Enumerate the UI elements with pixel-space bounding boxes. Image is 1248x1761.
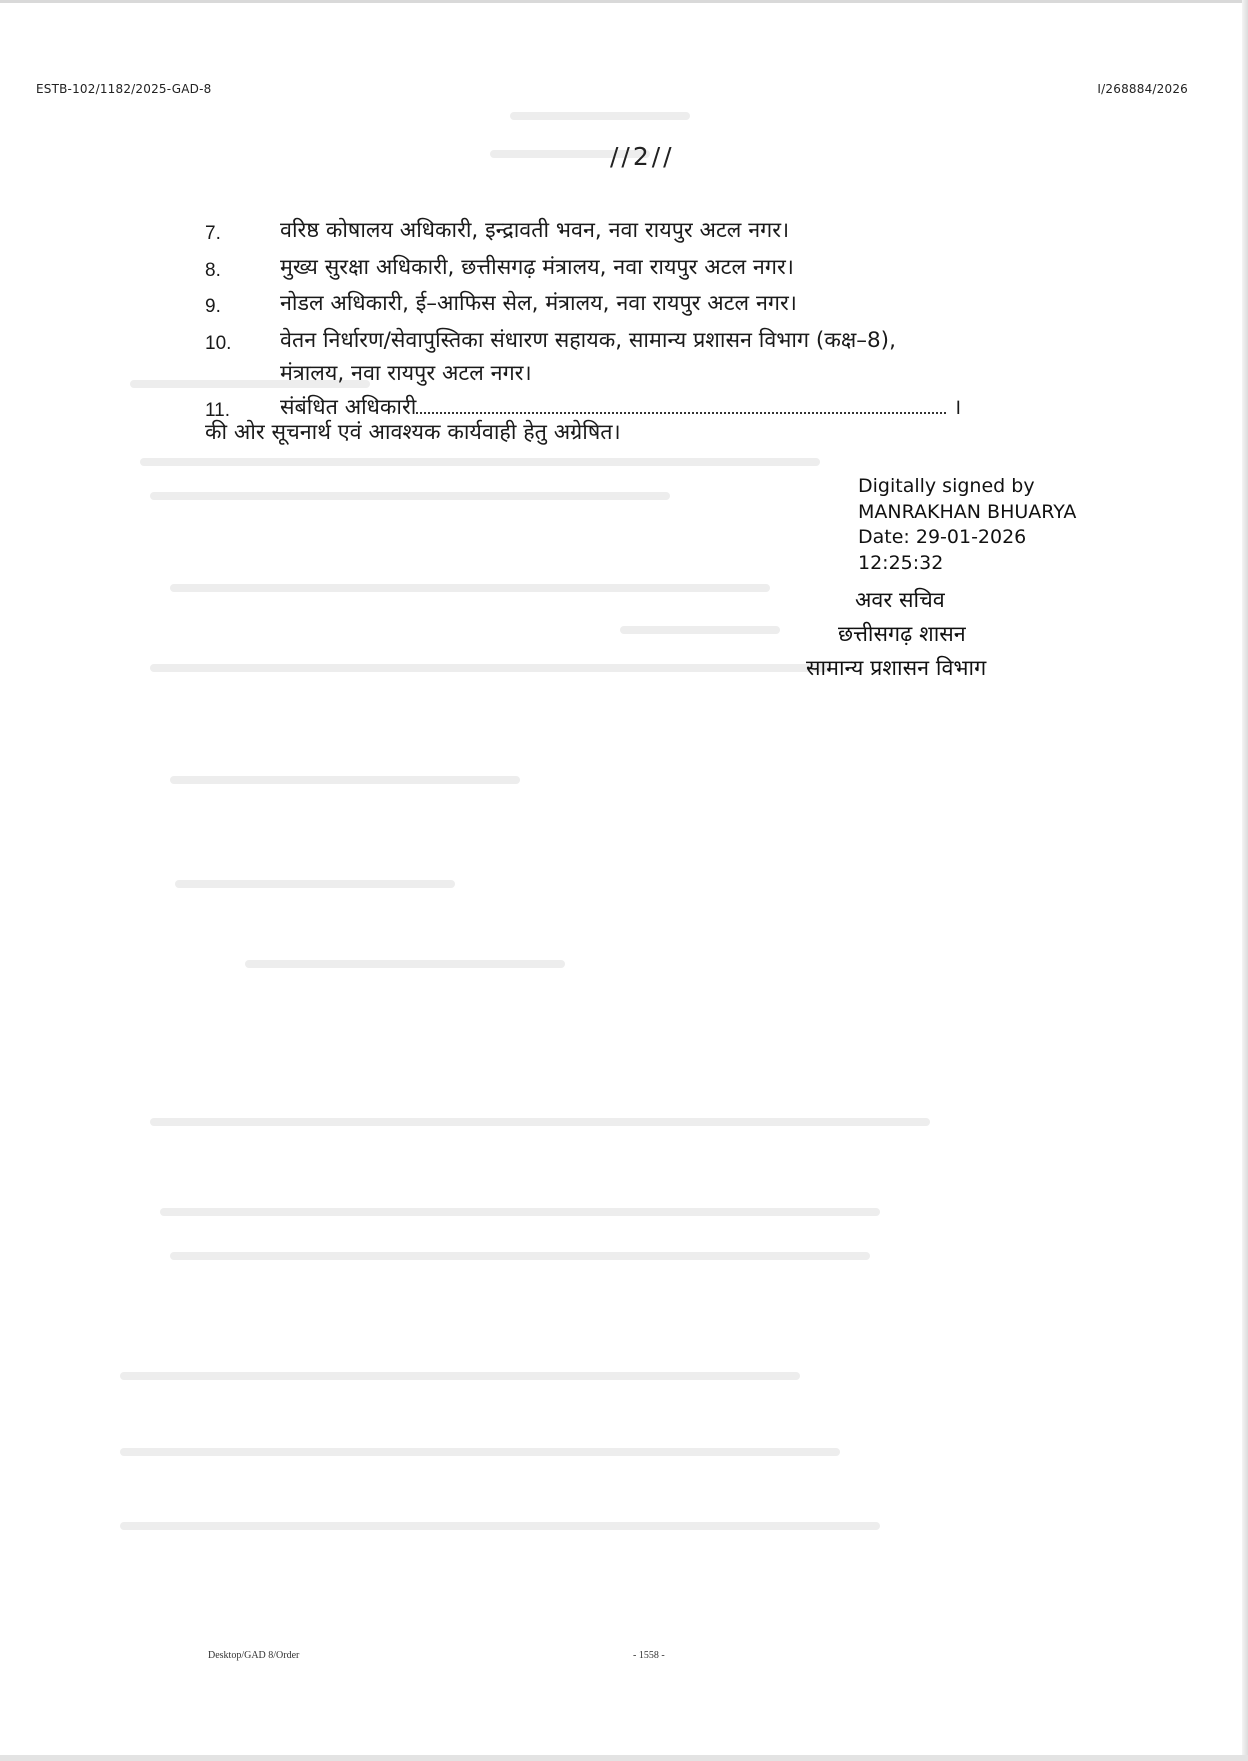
list-item [205, 324, 1095, 391]
item-text: वरिष्ठ कोषालय अधिकारी, इन्द्रावती भवन, नवा रायपुर अटल नगर। [280, 218, 790, 243]
designation-title: अवर सचिव [855, 588, 945, 613]
closing-line: की ओर सूचनार्थ एवं आवश्यक कार्यवाही हेतु अग्रेषित। [205, 420, 621, 445]
list-item [205, 214, 1095, 251]
receipt-number: I/268884/2026 [1097, 82, 1188, 96]
designation-government: छत्तीसगढ़ शासन [838, 622, 966, 647]
item-text-line2: मंत्रालय, नवा रायपुर अटल नगर। [280, 361, 532, 386]
list-item [205, 287, 1095, 324]
signer-name: MANRAKHAN BHUARYA [858, 500, 1077, 523]
list-item [205, 251, 1095, 288]
digital-signature-block [858, 474, 1118, 576]
item-text-line1: वेतन निर्धारण/सेवापुस्तिका संधारण सहायक, सामान्य प्रशासन विभाग (कक्ष–8), [280, 327, 896, 353]
item-number: 9. [205, 296, 221, 317]
page-edge-right [1242, 0, 1248, 1761]
designation-department: सामान्य प्रशासन विभाग [806, 656, 987, 681]
footer-path: Desktop/GAD 8/Order [208, 1650, 300, 1661]
file-number: ESTB-102/1182/2025-GAD-8 [36, 82, 212, 96]
page-edge-top [0, 0, 1248, 3]
item-suffix: । [953, 394, 962, 420]
signature-time: 12:25:32 [858, 551, 944, 574]
page-edge-bottom [0, 1755, 1248, 1761]
item-text: मुख्य सुरक्षा अधिकारी, छत्तीसगढ़ मंत्रालय, नवा रायपुर अटल नगर। [280, 254, 794, 280]
dotted-blank-line [416, 394, 946, 414]
page-marker: //2// [610, 142, 675, 171]
item-number: 10. [205, 332, 232, 354]
item-text: संबंधित अधिकारी [280, 394, 417, 420]
item-number: 11. [205, 399, 231, 421]
item-number: 7. [205, 223, 221, 244]
footer-page-number: - 1558 - [633, 1650, 665, 1661]
item-text: नोडल अधिकारी, ई–आफिस सेल, मंत्रालय, नवा रायपुर अटल नगर। [280, 291, 797, 316]
signature-date: Date: 29-01-2026 [858, 526, 1027, 548]
item-number: 8. [205, 259, 221, 281]
signature-line1: Digitally signed by [858, 475, 1035, 497]
item-text-multiline [280, 324, 1095, 391]
copy-list [205, 214, 1095, 427]
